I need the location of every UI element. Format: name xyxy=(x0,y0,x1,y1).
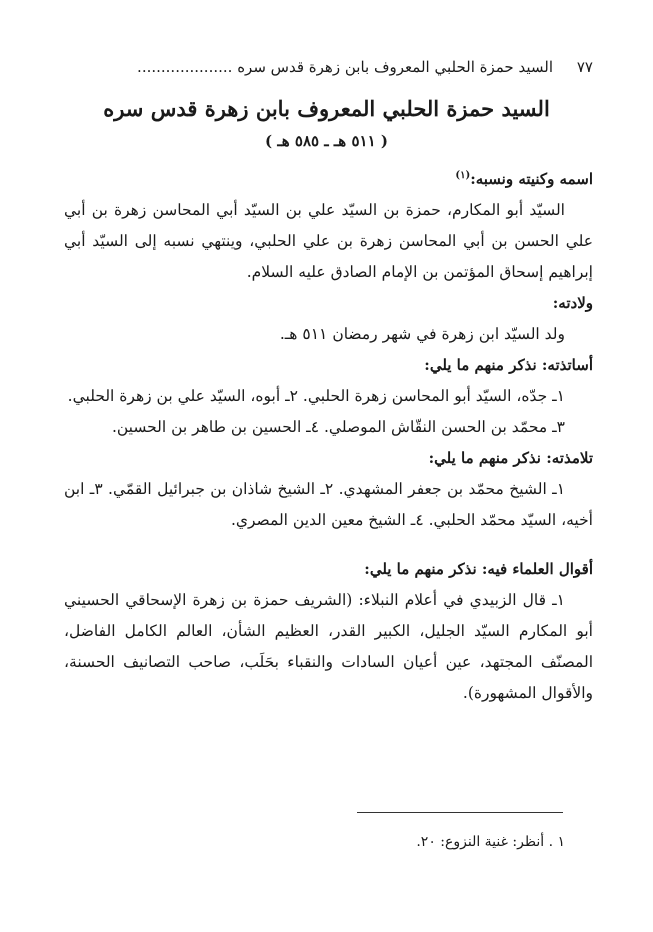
name-heading-text: اسمه وكنيته ونسبه: xyxy=(470,170,593,188)
footnote-divider xyxy=(357,812,563,813)
footnote-mark: (١) xyxy=(455,170,471,181)
main-content xyxy=(64,160,593,709)
page-number: ٧٧ xyxy=(576,58,593,76)
running-header xyxy=(66,58,553,76)
scholars-heading: أقوال العلماء فيه: نذكر منهم ما يلي: xyxy=(364,560,593,578)
birth-paragraph: ولد السيّد ابن زهرة في شهر رمضان ٥١١ هـ. xyxy=(279,325,565,343)
students-heading: تلامذته: نذكر منهم ما يلي: xyxy=(428,449,593,467)
name-paragraph: السيّد أبو المكارم، حمزة بن السيّد علي بن السيّد أبي المحاسن زهرة بن أبي علي الحسن بن أبي المحاسن زهرة بن علي الحلبي، وينتهي نسبه إلى السيّد أبي إبراهيم إسحاق المؤتمن بن الإمام الصادق عليه السلام. xyxy=(64,201,593,281)
running-title: السيد حمزة الحلبي المعروف بابن زهرة قدس سره xyxy=(237,58,553,76)
teachers-line-1: ١ـ جدّه، السيّد أبو المحاسن زهرة الحلبي. ٢ـ أبوه، السيّد علي بن زهرة الحلبي. xyxy=(67,387,565,405)
header-dots: .................... xyxy=(137,58,233,76)
birth-heading: ولادته: xyxy=(552,294,593,312)
teachers-line-2: ٣ـ محمّد بن الحسن النقّاش الموصلي. ٤ـ الحسين بن طاهر بن الحسين. xyxy=(111,418,565,436)
page-title: السيد حمزة الحلبي المعروف بابن زهرة قدس سره xyxy=(103,96,550,121)
life-dates: ( ٥١١ هـ ـ ٥٨٥ هـ ) xyxy=(265,132,388,150)
teachers-heading: أساتذته: نذكر منهم ما يلي: xyxy=(424,356,593,374)
section-gap xyxy=(64,536,593,554)
students-paragraph: ١ـ الشيخ محمّد بن جعفر المشهدي. ٢ـ الشيخ شاذان بن جبرائيل القمّي. ٣ـ ابن أخيه، السيّد محمّد الحلبي. ٤ـ الشيخ معين الدين المصري. xyxy=(64,480,593,529)
scholars-paragraph: ١ـ قال الزبيدي في أعلام النبلاء: (الشريف حمزة بن زهرة الإسحاقي الحسيني أبو المكارم السيّد الجليل، الكبير القدر، العظيم الشأن، العالم الكامل الفاضل، المصنّف المجتهد، عين أعيان السادات والنقباء بحَلَب، صاحب التصانيف الحسنة، والأقوال المشهورة). xyxy=(64,591,593,702)
footnote: ١ . أنظر: غنية النزوع: ٢٠. xyxy=(416,834,565,850)
name-heading xyxy=(64,160,593,195)
